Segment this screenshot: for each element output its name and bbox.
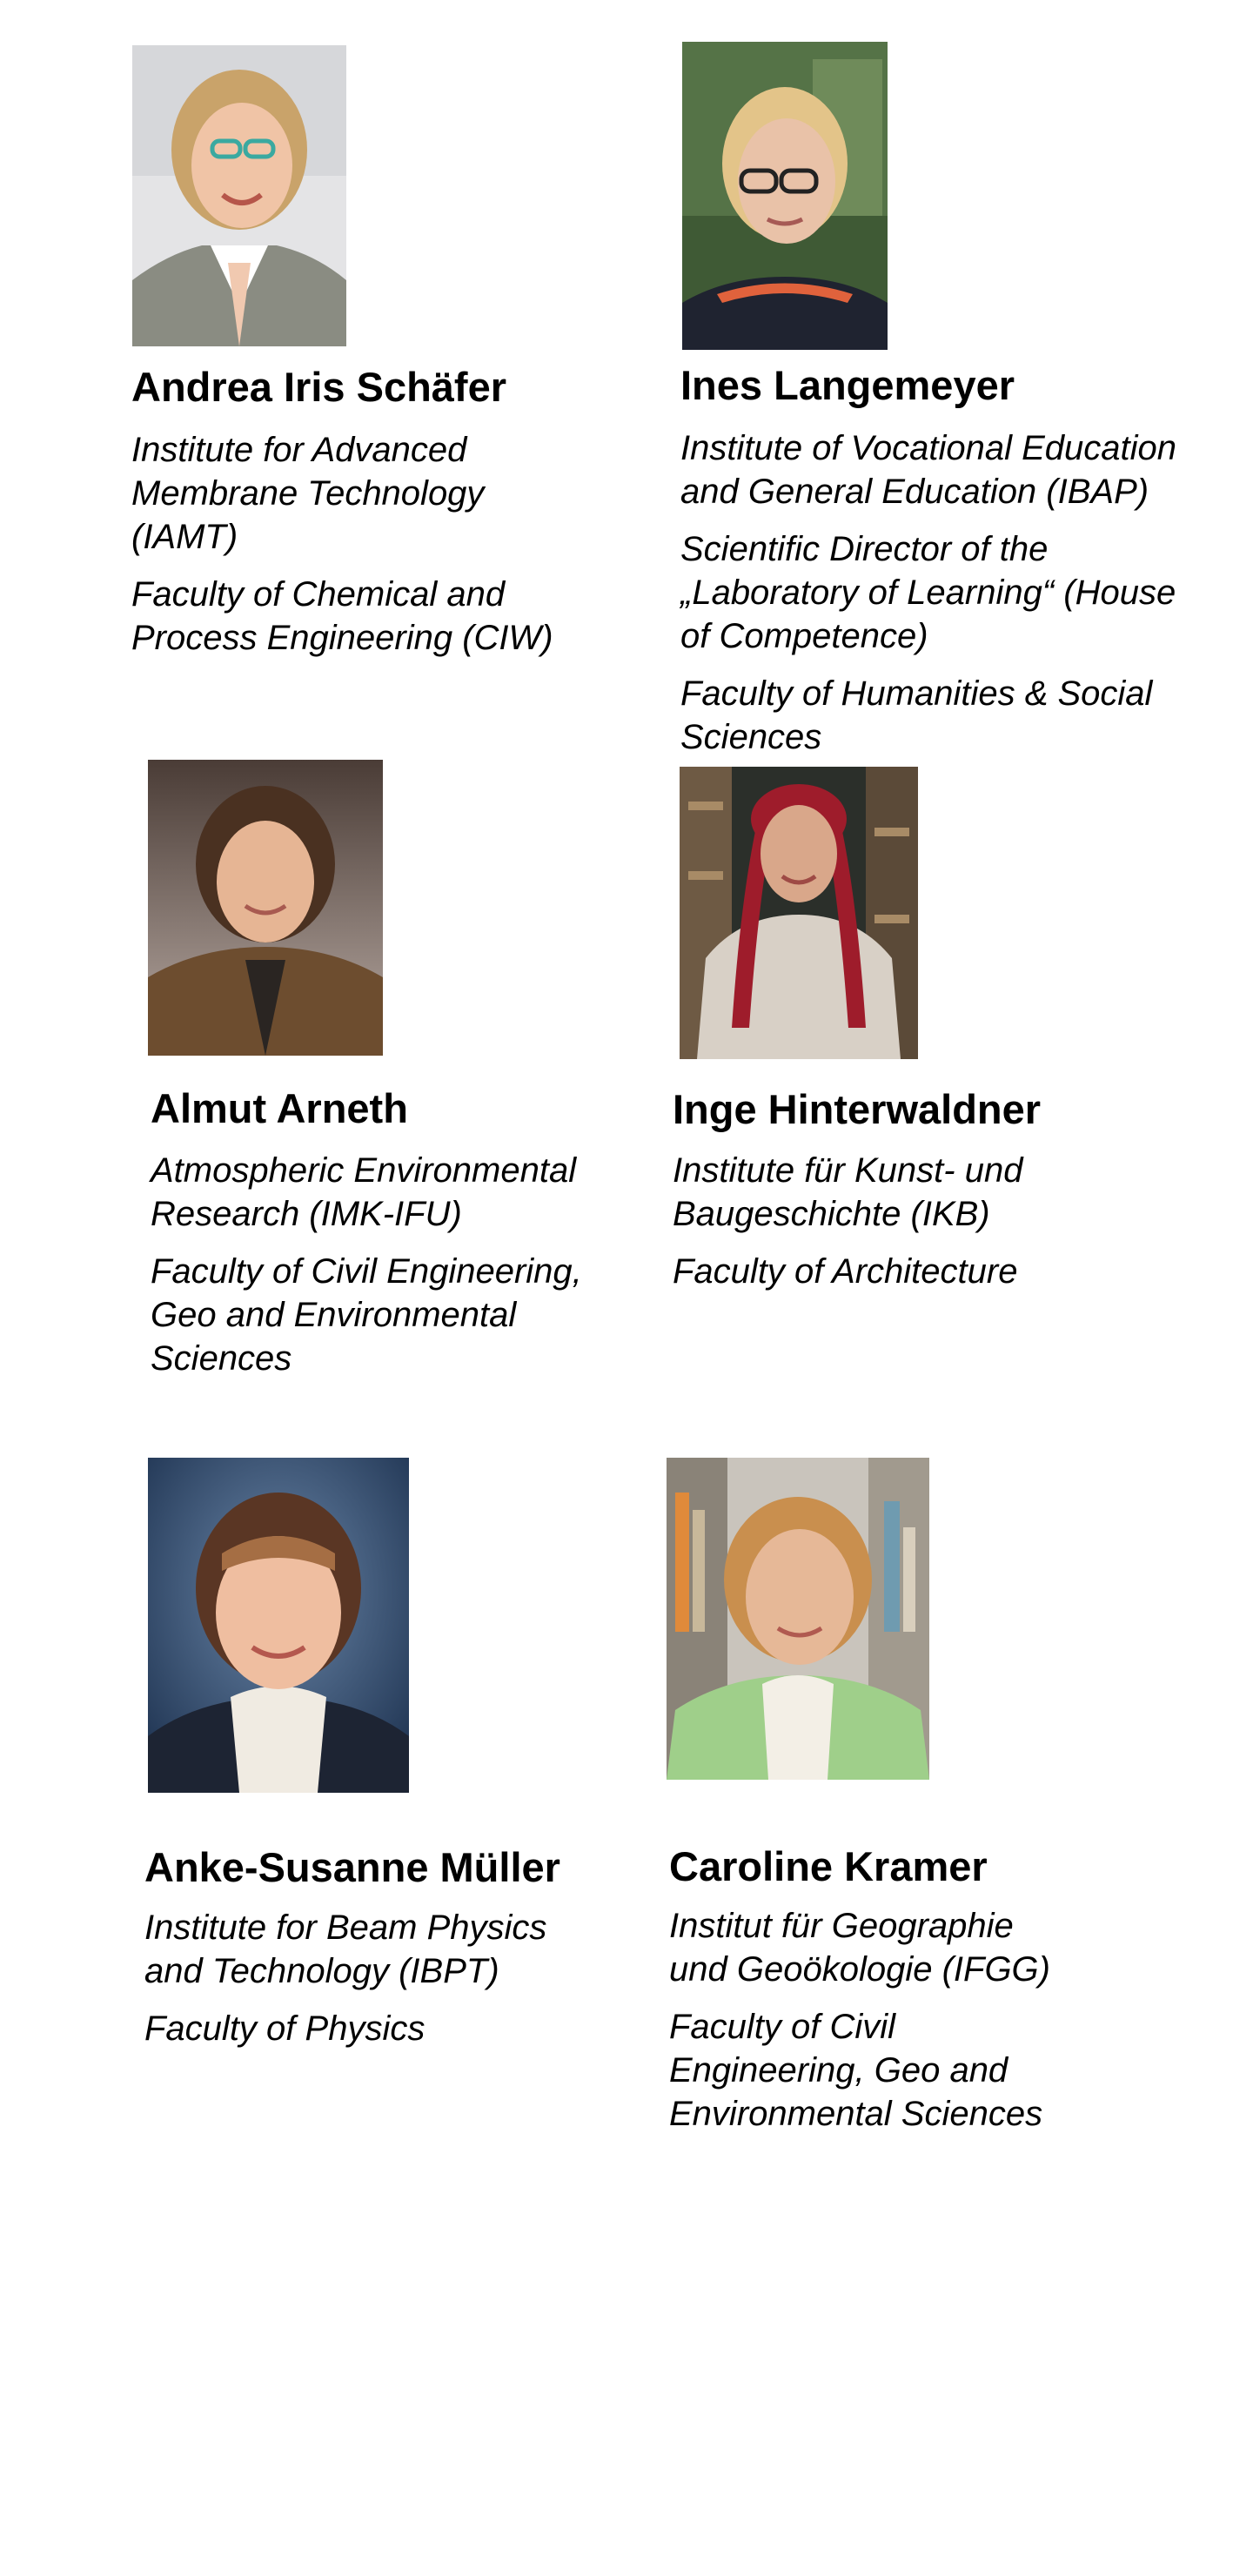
person-affiliation bbox=[669, 1904, 1050, 1991]
person-faculty bbox=[680, 672, 1152, 759]
person-faculty bbox=[151, 1250, 582, 1380]
portrait-almut-arneth bbox=[148, 760, 383, 1056]
faculty-line: Faculty of Civil bbox=[669, 2008, 896, 2046]
person-role bbox=[680, 527, 1176, 658]
faculty-line: Faculty of Humanities & Social bbox=[680, 674, 1153, 713]
portrait-photo-icon bbox=[132, 45, 346, 346]
portrait-inge-hinterwaldner bbox=[680, 767, 918, 1059]
person-faculty bbox=[669, 2005, 1042, 2136]
role-line: „Laboratory of Learning“ (House bbox=[680, 574, 1176, 612]
faculty-line: Faculty of Physics bbox=[144, 2009, 425, 2048]
faculty-line: Geo and Environmental bbox=[151, 1296, 517, 1334]
person-name: Inge Hinterwaldner bbox=[673, 1086, 1042, 1132]
person-name: Almut Arneth bbox=[151, 1085, 408, 1131]
portrait-photo-icon bbox=[148, 760, 383, 1056]
faculty-line: Sciences bbox=[680, 718, 822, 756]
affiliation-line: and General Education (IBAP) bbox=[680, 473, 1149, 511]
person-affiliation bbox=[131, 428, 484, 559]
faculty-line: Sciences bbox=[151, 1339, 292, 1378]
faculty-line: Faculty of Civil Engineering, bbox=[151, 1252, 582, 1291]
person-affiliation bbox=[151, 1149, 576, 1236]
affiliation-line: Membrane Technology bbox=[131, 474, 485, 513]
person-affiliation bbox=[144, 1906, 546, 1993]
portrait-photo-icon bbox=[667, 1458, 929, 1780]
affiliation-line: Research (IMK-IFU) bbox=[151, 1195, 462, 1233]
person-affiliation bbox=[680, 426, 1176, 513]
affiliation-line: Institut für Geographie bbox=[669, 1907, 1014, 1945]
faculty-line: Process Engineering (CIW) bbox=[131, 619, 553, 657]
affiliation-line: Atmospheric Environmental bbox=[151, 1151, 577, 1190]
role-line: Scientific Director of the bbox=[680, 530, 1049, 568]
person-name: Anke-Susanne Müller bbox=[144, 1844, 560, 1890]
affiliation-line: Baugeschichte (IKB) bbox=[673, 1195, 990, 1233]
portrait-photo-icon bbox=[680, 767, 918, 1059]
affiliation-line: Institute of Vocational Education bbox=[680, 429, 1176, 467]
faculty-line: Faculty of Architecture bbox=[673, 1252, 1018, 1291]
affiliation-line: und Geoökologie (IFGG) bbox=[669, 1950, 1050, 1989]
person-faculty bbox=[131, 573, 553, 660]
portrait-anke-susanne-mueller bbox=[148, 1458, 409, 1793]
affiliation-line: Institute für Kunst- und bbox=[673, 1151, 1023, 1190]
person-name: Andrea Iris Schäfer bbox=[131, 364, 507, 410]
affiliation-line: Institute for Beam Physics bbox=[144, 1909, 547, 1947]
portrait-ines-langemeyer bbox=[682, 42, 888, 350]
portrait-photo-icon bbox=[682, 42, 888, 350]
faculty-line: Environmental Sciences bbox=[669, 2095, 1043, 2133]
portrait-caroline-kramer bbox=[667, 1458, 929, 1780]
person-faculty bbox=[144, 2007, 425, 2050]
person-faculty bbox=[673, 1250, 1017, 1293]
faculty-line: Engineering, Geo and bbox=[669, 2051, 1008, 2090]
affiliation-line: and Technology (IBPT) bbox=[144, 1952, 499, 1990]
affiliation-line: (IAMT) bbox=[131, 518, 238, 556]
faculty-line: Faculty of Chemical and bbox=[131, 575, 506, 614]
person-affiliation bbox=[673, 1149, 1022, 1236]
portrait-photo-icon bbox=[148, 1458, 409, 1793]
affiliation-line: Institute for Advanced bbox=[131, 431, 467, 469]
portrait-andrea-schaefer bbox=[132, 45, 346, 346]
person-name: Caroline Kramer bbox=[669, 1843, 988, 1889]
person-name: Ines Langemeyer bbox=[680, 362, 1015, 408]
role-line: of Competence) bbox=[680, 617, 928, 655]
